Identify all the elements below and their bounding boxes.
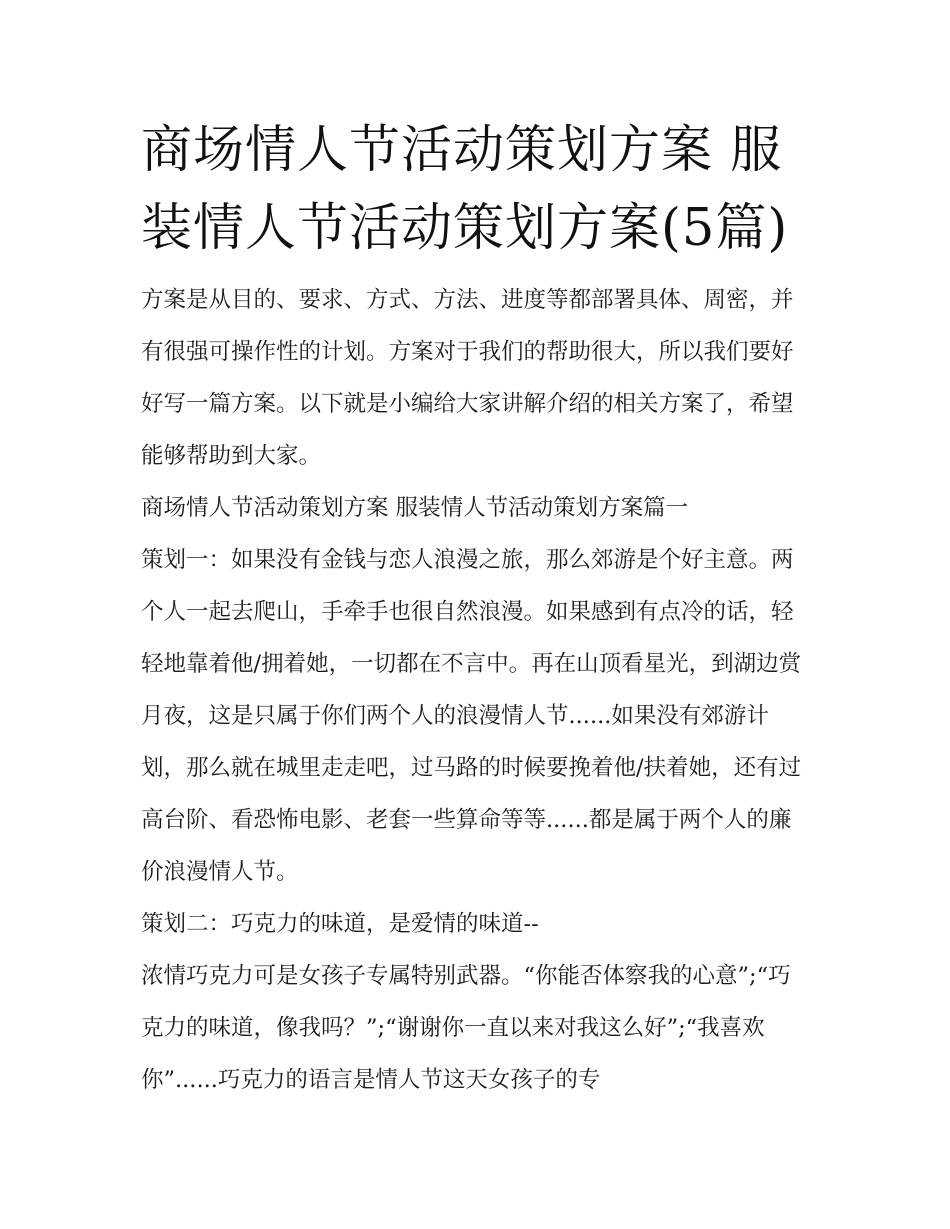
- section-heading: 商场情人节活动策划方案 服装情人节活动策划方案篇一: [141, 495, 689, 521]
- intro-paragraph: 方案是从目的、要求、方式、方法、进度等都部署具体、周密，并有很强可操作性的计划。方案对于我们的帮助很大，所以我们要好好写一篇方案。以下就是小编给大家讲解介绍的相关方案了，希望能够帮助到大家。: [141, 287, 794, 469]
- document-content: [141, 112, 813, 1106]
- document-title: 商场情人节活动策划方案 服装情人节活动策划方案(5篇): [141, 121, 789, 258]
- paragraph-plan-one: 策划一：如果没有金钱与恋人浪漫之旅，那么郊游是个好主意。两个人一起去爬山，手牵手也很自然浪漫。如果感到有点冷的话，轻轻地靠着他/拥着她，一切都在不言中。再在山顶看星光，到湖边赏月夜，这是只属于你们两个人的浪漫情人节......如果没有郊游计划，那么就在城里走走吧，过马路的时候要挽着他/扶着她，还有过高台阶、看恐怖电影、老套一些算命等等......都是属于两个人的廉价浪漫情人节。: [141, 547, 802, 885]
- paragraph-chocolate: 浓情巧克力可是女孩子专属特别武器。“你能否体察我的心意”;“巧克力的味道，像我吗？”;“谢谢你一直以来对我这么好”;“我喜欢你”......巧克力的语言是情人节这天女孩子的专: [141, 963, 791, 1093]
- paragraph-plan-two-heading: 策划二：巧克力的味道，是爱情的味道--: [141, 911, 539, 937]
